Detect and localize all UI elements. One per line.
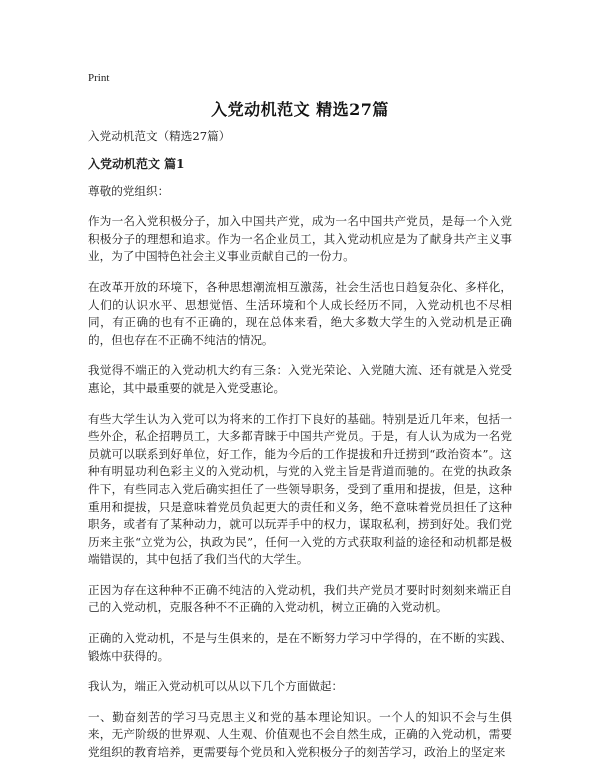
document-title: 入党动机范文 精选27篇 <box>211 100 389 119</box>
paragraph-3: 我觉得不端正的入党动机大约有三条：入党光荣论、入党随大流、还有就是入党受惠论，其中最重要的就是入党受惠论。 <box>88 363 512 395</box>
paragraph-7: 我认为，端正入党动机可以从以下几个方面做起： <box>88 679 344 694</box>
paragraph-8: 一、勤奋刻苦的学习马克思主义和党的基本理论知识。一个人的知识不会与生俱来，无产阶级的世界观、人生观、价值观也不会自然生成，正确的入党动机，需要党组织的教育培养，更需要每个党员和入党积极分子的刻苦学习，政治上的坚定来 <box>88 709 512 760</box>
print-label: Print <box>88 72 110 84</box>
document-subtitle: 入党动机范文（精选27篇） <box>88 129 231 143</box>
salutation: 尊敬的党组织： <box>88 183 170 198</box>
paragraph-6: 正确的入党动机，不是与生俱来的，是在不断努力学习中学得的，在不断的实践、锻炼中获得的。 <box>88 631 512 663</box>
section-heading: 入党动机范文 篇1 <box>88 156 185 171</box>
paragraph-4: 有些大学生认为入党可以为将来的工作打下良好的基础。特别是近几年来，包括一些外企，私企招聘员工，大多都青睐于中国共产党员。于是，有人认为成为一名党员就可以联系到好单位，好工作，能为今后的工作提拔和升迁捞到“政治资本”。这种有明显功利色彩主义的入党动机，与党的入党主旨是背道而驰的。在党的执政条件下，有些同志入党后确实担任了一些领导职务，受到了重用和提拔，但是，这种重用和提拔，只是意味着党员负起更大的责任和义务，绝不意味着党员担任了这种职务，或者有了某种动力，就可以玩弄手中的权力，谋取私利，捞到好处。我们党历来主张“立党为公，执政为民”，任何一入党的方式获取利益的途径和动机都是极端错误的，其中包括了我们当代的大学生。 <box>88 411 512 567</box>
paragraph-2: 在改革开放的环境下，各种思想潮流相互激荡，社会生活也日趋复杂化、多样化，人们的认识水平、思想觉悟、生活环境和个人成长经历不同，入党动机也不尽相同，有正确的也有不正确的，现在总体来看，绝大多数大学生的入党动机是正确的，但也存在不正确不纯洁的情况。 <box>88 279 512 347</box>
document-body <box>88 128 512 775</box>
paragraph-1: 作为一名入党积极分子，加入中国共产党，成为一名中国共产党员，是每一个入党积极分子的理想和追求。作为一名企业员工，其入党动机应是为了献身共产主义事业，为了中国特色社会主义事业贡献自己的一份力。 <box>88 214 512 264</box>
paragraph-5: 正因为存在这种种不正确不纯洁的入党动机，我们共产党员才要时时刻刻来端正自己的入党动机，克服各种不不正确的入党动机，树立正确的入党动机。 <box>88 582 512 615</box>
